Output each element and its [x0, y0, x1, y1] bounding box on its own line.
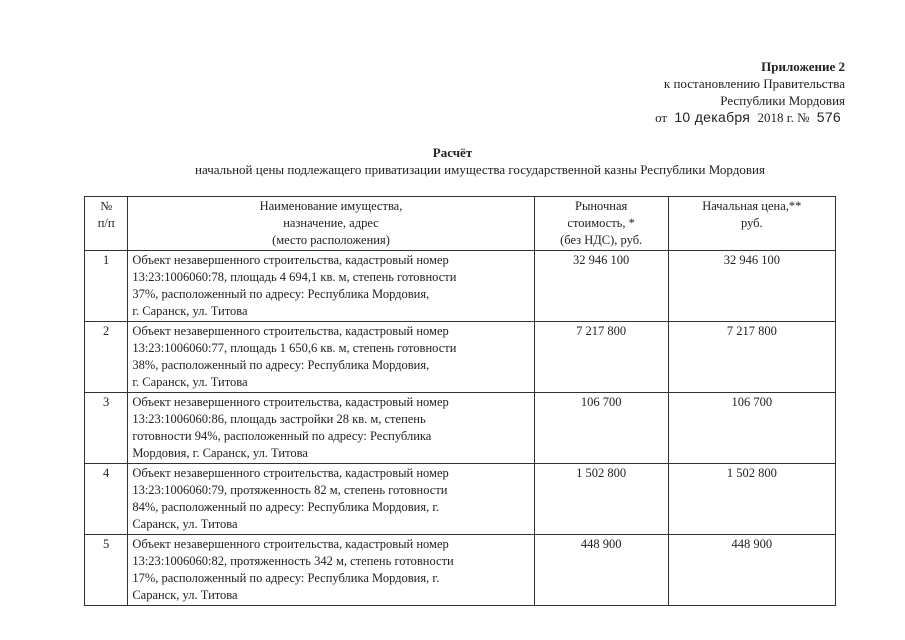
- row-name: Объект незавершенного строительства, кадастровый номер 13:23:1006060:78, площадь 4 694,1 кв. м, степень готовности 37%, расположенный по адресу: Республика Мордовия, г. Саранск, ул. Титова: [128, 251, 534, 322]
- row-number: 5: [85, 535, 128, 606]
- row-market-value: 106 700: [534, 393, 668, 464]
- document-number: 576: [816, 109, 841, 125]
- table-row: [85, 251, 836, 322]
- row-number: 4: [85, 464, 128, 535]
- appendix-line-2: Республики Мордовия: [720, 93, 845, 108]
- row-name: Объект незавершенного строительства, кадастровый номер 13:23:1006060:82, протяженность 342 м, степень готовности 17%, расположенный по адресу: Республика Мордовия, г. Саранск, ул. Титова: [128, 535, 534, 606]
- row-market-value: 448 900: [534, 535, 668, 606]
- appendix-title: Приложение 2: [761, 59, 845, 74]
- appendix-header: [655, 58, 845, 126]
- header-market-value: Рыночная стоимость, * (без НДС), руб.: [534, 197, 668, 251]
- row-number: 3: [85, 393, 128, 464]
- row-start-price: 106 700: [668, 393, 835, 464]
- appendix-date-line: [655, 109, 845, 126]
- header-number: № п/п: [85, 197, 128, 251]
- table-header-row: [85, 197, 836, 251]
- table-row: [85, 322, 836, 393]
- title-main: Расчёт: [432, 145, 473, 160]
- row-start-price: 32 946 100: [668, 251, 835, 322]
- row-start-price: 1 502 800: [668, 464, 835, 535]
- row-market-value: 32 946 100: [534, 251, 668, 322]
- row-name: Объект незавершенного строительства, кадастровый номер 13:23:1006060:79, протяженность 82 м, степень готовности 84%, расположенный по адресу: Республика Мордовия, г. Саранск, ул. Титова: [128, 464, 534, 535]
- row-number: 1: [85, 251, 128, 322]
- row-name: Объект незавершенного строительства, кадастровый номер 13:23:1006060:86, площадь застройки 28 кв. м, степень готовности 94%, расположенный по адресу: Республика Мордовия, г. Саранск, ул. Титова: [128, 393, 534, 464]
- document-title: [0, 144, 905, 178]
- row-market-value: 1 502 800: [534, 464, 668, 535]
- valuation-table: [84, 196, 836, 606]
- header-start-price: Начальная цена,** руб.: [668, 197, 835, 251]
- row-name: Объект незавершенного строительства, кадастровый номер 13:23:1006060:77, площадь 1 650,6 кв. м, степень готовности 38%, расположенный по адресу: Республика Мордовия, г. Саранск, ул. Титова: [128, 322, 534, 393]
- table-row: [85, 393, 836, 464]
- row-market-value: 7 217 800: [534, 322, 668, 393]
- appendix-line-1: к постановлению Правительства: [663, 76, 845, 91]
- date-prefix: от: [655, 110, 668, 125]
- title-subtitle: начальной цены подлежащего приватизации имущества государственной казны Республики Мордовия: [195, 162, 765, 177]
- row-start-price: 448 900: [668, 535, 835, 606]
- table-row: [85, 464, 836, 535]
- date-year: 2018 г. №: [757, 110, 810, 125]
- date-day-month: 10 декабря: [674, 109, 751, 125]
- header-name: Наименование имущества, назначение, адрес (место расположения): [128, 197, 534, 251]
- row-start-price: 7 217 800: [668, 322, 835, 393]
- row-number: 2: [85, 322, 128, 393]
- table-row: [85, 535, 836, 606]
